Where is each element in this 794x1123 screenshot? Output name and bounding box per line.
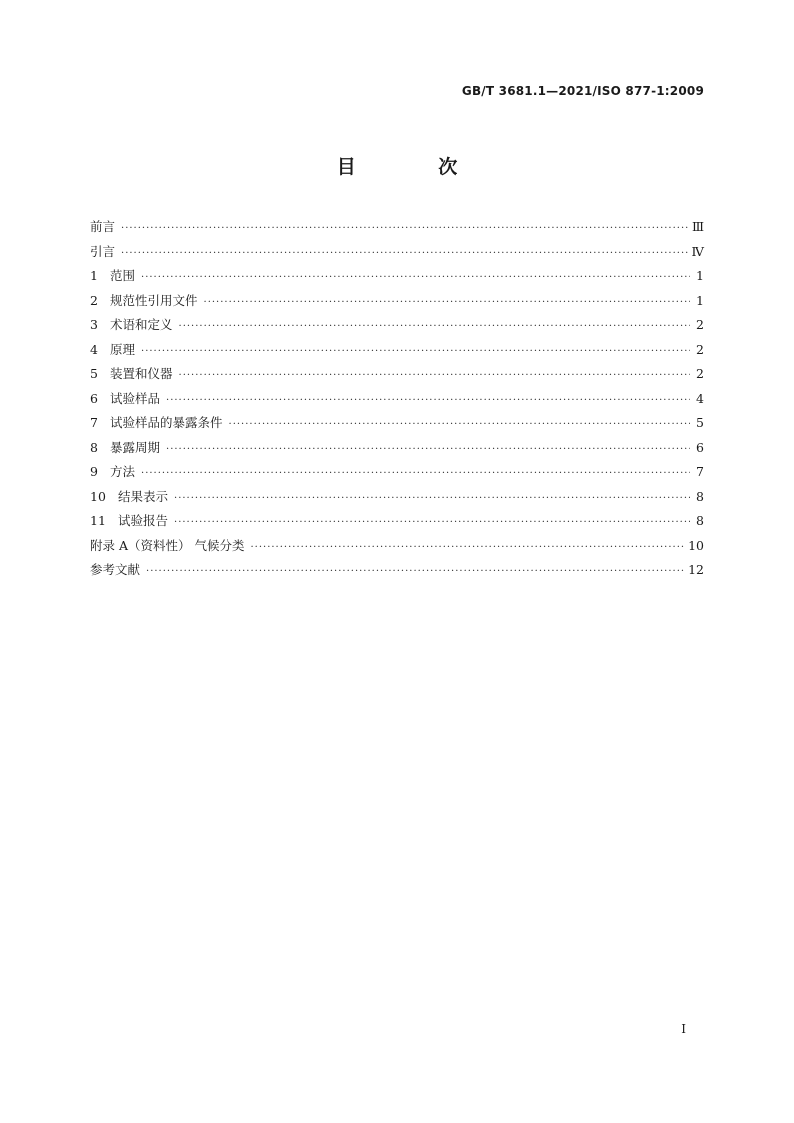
toc-dot-leader — [166, 389, 690, 414]
toc-entry-bibliography[interactable] — [90, 558, 704, 583]
toc-entry-number: 9 — [90, 464, 98, 479]
toc-entry-number: 4 — [90, 341, 98, 357]
toc-entry-page: Ⅳ — [691, 243, 704, 259]
toc-dot-leader — [250, 536, 684, 561]
toc-entry-page: 10 — [688, 537, 704, 553]
toc-entry-page: 8 — [696, 488, 704, 504]
page-title: 目 次 — [336, 156, 496, 178]
toc-entry-3[interactable] — [90, 313, 704, 338]
toc-dot-leader — [179, 315, 690, 340]
toc-entry-4[interactable] — [90, 338, 704, 363]
toc-entry-label: 试验样品的暴露条件 — [110, 415, 223, 430]
toc-entry-page: 7 — [696, 464, 704, 479]
toc-entry-label: 规范性引用文件 — [110, 292, 198, 308]
toc-entry-6[interactable] — [90, 387, 704, 412]
toc-entry-page: 1 — [696, 292, 704, 308]
toc-entry-9[interactable] — [90, 460, 704, 485]
toc-entry-number: 8 — [90, 439, 98, 455]
toc-dot-leader — [121, 217, 688, 242]
toc-entry-page: 5 — [696, 415, 704, 430]
toc-dot-leader — [146, 560, 684, 585]
toc-entry-page: 6 — [696, 439, 704, 455]
toc-entry-page: 1 — [696, 268, 704, 283]
toc-entry-number: 10 — [90, 488, 106, 504]
toc-entry-page: 2 — [696, 366, 704, 381]
toc-entry-11[interactable] — [90, 509, 704, 534]
toc-entry-label: 原理 — [110, 341, 136, 357]
toc-entry-label: 方法 — [110, 464, 136, 479]
toc-dot-leader — [179, 364, 690, 389]
toc-entry-number: 5 — [90, 366, 98, 381]
toc-entry-label: 装置和仪器 — [110, 366, 173, 381]
toc-entry-number: 6 — [90, 390, 98, 406]
toc-entry-1[interactable] — [90, 264, 704, 289]
toc-dot-leader — [141, 462, 690, 487]
toc-entry-number: 3 — [90, 317, 98, 332]
toc-entry-8[interactable] — [90, 436, 704, 461]
toc-entry-label: 引言 — [90, 243, 116, 259]
toc-entry-annex-a[interactable] — [90, 534, 704, 559]
toc-entry-introduction[interactable] — [90, 240, 704, 265]
toc-entry-7[interactable] — [90, 411, 704, 436]
toc-entry-number: 1 — [90, 268, 98, 283]
toc-entry-number: 11 — [90, 513, 106, 528]
toc-dot-leader — [166, 438, 690, 463]
toc-entry-label: 术语和定义 — [110, 317, 173, 332]
toc-dot-leader — [174, 511, 690, 536]
toc-entry-label: 试验样品 — [110, 390, 161, 406]
toc-dot-leader — [174, 487, 690, 512]
toc-entry-5[interactable] — [90, 362, 704, 387]
toc-entry-label: 前言 — [90, 219, 116, 234]
toc-entry-page: 2 — [696, 317, 704, 332]
toc-entry-label: 试验报告 — [118, 513, 169, 528]
toc-entry-page: Ⅲ — [691, 219, 704, 234]
toc-entry-page: 2 — [696, 341, 704, 357]
toc-entry-10[interactable] — [90, 485, 704, 510]
toc-dot-leader — [204, 291, 690, 316]
toc-entry-page: 12 — [688, 562, 704, 577]
toc-entry-label: 范围 — [110, 268, 136, 283]
toc-dot-leader — [141, 266, 690, 291]
toc-entry-label: 暴露周期 — [110, 439, 161, 455]
toc-entry-number: 7 — [90, 415, 98, 430]
toc-entry-label: 参考文献 — [90, 562, 141, 577]
toc-entry-number: 2 — [90, 292, 98, 308]
toc-entry-2[interactable] — [90, 289, 704, 314]
toc-entry-label: 结果表示 — [118, 488, 169, 504]
toc-dot-leader — [229, 413, 690, 438]
standard-code: GB/T 3681.1—2021/ISO 877-1:2009 — [461, 84, 704, 98]
page-number: I — [681, 1022, 686, 1036]
toc-entry-page: 4 — [696, 390, 704, 406]
toc-entry-label: 附录 A（资料性） 气候分类 — [90, 537, 245, 553]
toc-dot-leader — [141, 340, 690, 365]
table-of-contents — [90, 215, 704, 583]
toc-dot-leader — [121, 242, 687, 267]
toc-entry-page: 8 — [696, 513, 704, 528]
toc-entry-foreword[interactable] — [90, 215, 704, 240]
